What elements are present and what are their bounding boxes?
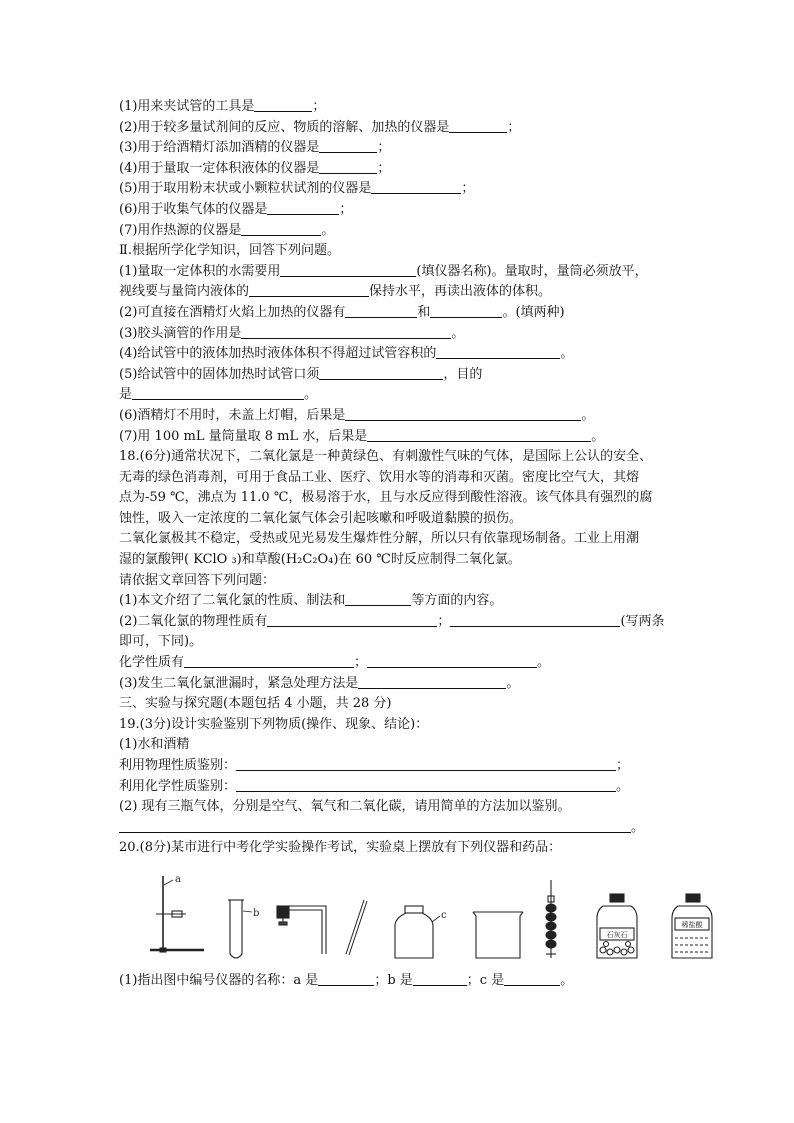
text-line: [119, 324, 679, 345]
line-text: ；: [461, 181, 475, 197]
line-text: 。: [631, 819, 645, 835]
line-text: (2) 现有三瓶气体，分别是空气、氧气和二氧化碳，请用简单的方法加以鉴别。: [119, 799, 571, 815]
line-text: (6)用于收集气体的仪器是: [119, 201, 268, 217]
line-text: ；: [377, 160, 391, 176]
line-text: 。: [616, 778, 630, 794]
text-line: [119, 468, 679, 489]
line-text: (7)用 100 mL 量筒量取 8 mL 水，后果是: [119, 428, 368, 444]
text-line: [119, 365, 679, 386]
line-text: 20.(8分)某市进行中考化学实验操作考试，实验桌上摆放有下列仪器和药品：: [119, 840, 562, 856]
answer-blank[interactable]: [267, 612, 437, 627]
line-text: (填仪器名称)。量取时，量筒必须放平，: [416, 263, 648, 279]
line-text: 无毒的绿色消毒剂，可用于食品工业、医疗、饮用水等的消毒和灭菌。密度比空气大，其熔: [119, 469, 640, 485]
line-text: (5)给试管中的固体加热时试管口须: [119, 366, 320, 382]
answer-blank[interactable]: [319, 365, 443, 380]
q20-text3: ；c 是: [466, 973, 505, 988]
q20-text2: ；b 是: [374, 973, 413, 988]
text-line: [119, 488, 679, 509]
line-text: ；: [339, 201, 353, 217]
text-line: [119, 282, 679, 303]
line-text: 19.(3分)设计实验鉴别下列物质(操作、现象、结论)：: [119, 716, 429, 732]
text-line: [119, 509, 679, 530]
line-text: ；: [377, 140, 391, 156]
line-text: (5)用于取用粉末状或小颗粒状试剂的仪器是: [119, 181, 372, 197]
test-tube-icon: [228, 900, 252, 958]
line-text: (2)用于较多量试剂间的反应、物质的溶解、加热的仪器是: [119, 119, 450, 135]
answer-blank-c[interactable]: [504, 971, 560, 986]
text-line: [119, 447, 679, 468]
q20-text4: 。: [560, 973, 574, 988]
line-text: 是: [119, 387, 133, 403]
line-text: 等方面的内容。: [411, 593, 503, 609]
text-line: [119, 303, 679, 324]
answer-blank[interactable]: [367, 653, 537, 668]
line-text: 利用物理性质鉴别：: [119, 758, 237, 773]
line-text: 即可，下同)。: [119, 634, 203, 650]
answer-blank[interactable]: [450, 612, 620, 627]
line-text: 。: [560, 346, 574, 362]
line-text: ；: [507, 119, 521, 135]
line-text: Ⅱ.根据所学化学知识，回答下列问题。: [119, 243, 340, 259]
answer-blank[interactable]: [345, 406, 581, 421]
line-text: 。: [304, 387, 318, 403]
glass-rod-icon: [346, 900, 367, 955]
text-line: [119, 97, 679, 118]
answer-blank[interactable]: [345, 591, 411, 606]
line-text: (3)用于给酒精灯添加酒精的仪器是: [119, 140, 320, 156]
line-text: (写两条: [620, 613, 665, 629]
limestone-bottle-icon: [597, 894, 637, 958]
text-line: [119, 735, 679, 756]
answer-blank[interactable]: [241, 324, 451, 339]
text-line: [119, 571, 679, 592]
answer-blank[interactable]: [449, 118, 507, 133]
text-line: [119, 179, 679, 200]
line-text: ，目的: [443, 366, 483, 382]
line-text: ；: [354, 655, 368, 671]
text-line: [119, 550, 679, 571]
answer-blank[interactable]: [371, 179, 461, 194]
line-text: (1)量取一定体积的水需要用: [119, 263, 281, 279]
answer-blank[interactable]: [345, 303, 417, 318]
answer-blank[interactable]: [319, 159, 377, 174]
line-text: (4)用于量取一定体积液体的仪器是: [119, 160, 320, 176]
line-text: 请依据文章回答下列问题：: [119, 572, 276, 588]
line-text: (1)用来夹试管的工具是: [119, 99, 255, 114]
label-c: c: [441, 910, 447, 921]
line-text: 湿的氯酸钾( KClO ₃)和草酸(H₂C₂O₄)在 60 ℃时反应制得二氧化氯。: [119, 552, 521, 568]
text-line: [119, 653, 679, 674]
text-line: [119, 777, 679, 798]
line-text: 保持水平，再读出液体的体积。: [369, 284, 552, 300]
text-line: [119, 694, 679, 715]
answer-blank-a[interactable]: [318, 971, 374, 986]
line-text: 二氧化氯极其不稳定，受热或见光易发生爆炸性分解，所以只有依靠现场制备。工业上用潮: [119, 531, 640, 547]
line-text: (3)发生二氧化氯泄漏时，紧急处理方法是: [119, 675, 359, 691]
text-line: [119, 797, 679, 818]
answer-blank[interactable]: [241, 221, 321, 236]
label-b: b: [253, 908, 260, 919]
line-text: (6)酒精灯不用时，未盖上灯帽，后果是: [119, 407, 346, 423]
answer-blank[interactable]: [236, 756, 616, 771]
answer-blank[interactable]: [119, 818, 631, 833]
label-a: a: [175, 874, 181, 885]
line-text: 点为-59 ℃，沸点为 11.0 ℃，极易溶于水，且与水反应得到酸性溶液。该气体具有强烈的腐: [119, 490, 653, 506]
text-line: [119, 818, 679, 839]
q20-part1: [119, 971, 573, 992]
text-line: [119, 118, 679, 139]
q20-text1: (1)指出图中编号仪器的名称：a 是: [119, 973, 319, 988]
line-text: (1)水和酒精: [119, 737, 190, 753]
exam-sheet: [119, 97, 679, 859]
answer-blank-b[interactable]: [413, 971, 467, 986]
text-line: [119, 529, 679, 550]
acid-label: 稀盐酸: [681, 921, 703, 929]
line-text: 。: [581, 407, 595, 423]
line-text: 。: [321, 222, 335, 238]
line-text: 。: [591, 428, 605, 444]
line-text: (3)胶头滴管的作用是: [119, 325, 242, 341]
line-text: 化学性质有: [119, 655, 185, 671]
text-line: [119, 674, 679, 695]
text-line: [119, 159, 679, 180]
line-text: (1)本文介绍了二氧化氯的性质、制法和: [119, 593, 346, 609]
text-line: [119, 838, 679, 859]
gas-bottle-icon: [395, 906, 440, 958]
text-line: [119, 406, 679, 427]
text-line: [119, 591, 679, 612]
text-line: [119, 756, 679, 777]
answer-blank[interactable]: [254, 97, 312, 112]
answer-blank[interactable]: [280, 262, 416, 277]
answer-blank[interactable]: [184, 653, 354, 668]
line-text: 。: [451, 325, 465, 341]
line-text: 和: [417, 304, 431, 320]
answer-blank[interactable]: [249, 282, 369, 297]
line-text: 。: [537, 655, 551, 671]
line-text: 视线要与量筒内液体的: [119, 284, 250, 300]
stopper-tube-icon: [277, 906, 326, 954]
beaker-icon: [473, 912, 523, 958]
line-text: 18.(6分)通常状况下，二氧化氯是一种黄绿色、有刺激性气味的气体，是国际上公认的安全、: [119, 449, 653, 465]
line-text: (7)用作热源的仪器是: [119, 222, 242, 238]
iron-stand-icon: [150, 876, 204, 952]
text-line: [119, 262, 679, 283]
text-line: [119, 427, 679, 448]
line-text: 。(填两种): [502, 304, 565, 320]
line-text: ；: [312, 99, 326, 114]
line-text: 利用化学性质鉴别：: [119, 778, 237, 794]
text-line: [119, 241, 679, 262]
text-line: [119, 715, 679, 736]
text-line: [119, 138, 679, 159]
line-text: 蚀性，吸入一定浓度的二氧化氯气体会引起咳嗽和呼吸道黏膜的损伤。: [119, 510, 523, 526]
text-line: [119, 385, 679, 406]
text-line: [119, 632, 679, 653]
answer-blank[interactable]: [319, 138, 377, 153]
line-text: (4)给试管中的液体加热时液体体积不得超过试管容积的: [119, 346, 437, 362]
answer-blank[interactable]: [267, 200, 339, 215]
line-text: ；: [616, 758, 630, 773]
answer-blank[interactable]: [236, 777, 616, 792]
answer-blank[interactable]: [132, 385, 304, 400]
limestone-label: 石灰石: [606, 931, 628, 939]
line-text: 三、实验与探究题(本题包括 4 小题，共 28 分): [119, 696, 392, 712]
text-line: [119, 344, 679, 365]
answer-blank[interactable]: [367, 427, 591, 442]
line-text: 。: [506, 675, 520, 691]
text-line: [119, 200, 679, 221]
text-line: [119, 612, 679, 633]
answer-blank[interactable]: [436, 344, 560, 359]
answer-blank[interactable]: [430, 303, 502, 318]
line-text: ；: [437, 613, 451, 629]
text-line: [119, 221, 679, 242]
line-text: (2)二氧化氯的物理性质有: [119, 613, 268, 629]
apparatus-figure: [140, 866, 720, 966]
apparatus-drawing: [140, 866, 720, 966]
line-text: (2)可直接在酒精灯火焰上加热的仪器有: [119, 304, 346, 320]
dropper-icon: [546, 880, 556, 958]
answer-blank[interactable]: [358, 674, 506, 689]
